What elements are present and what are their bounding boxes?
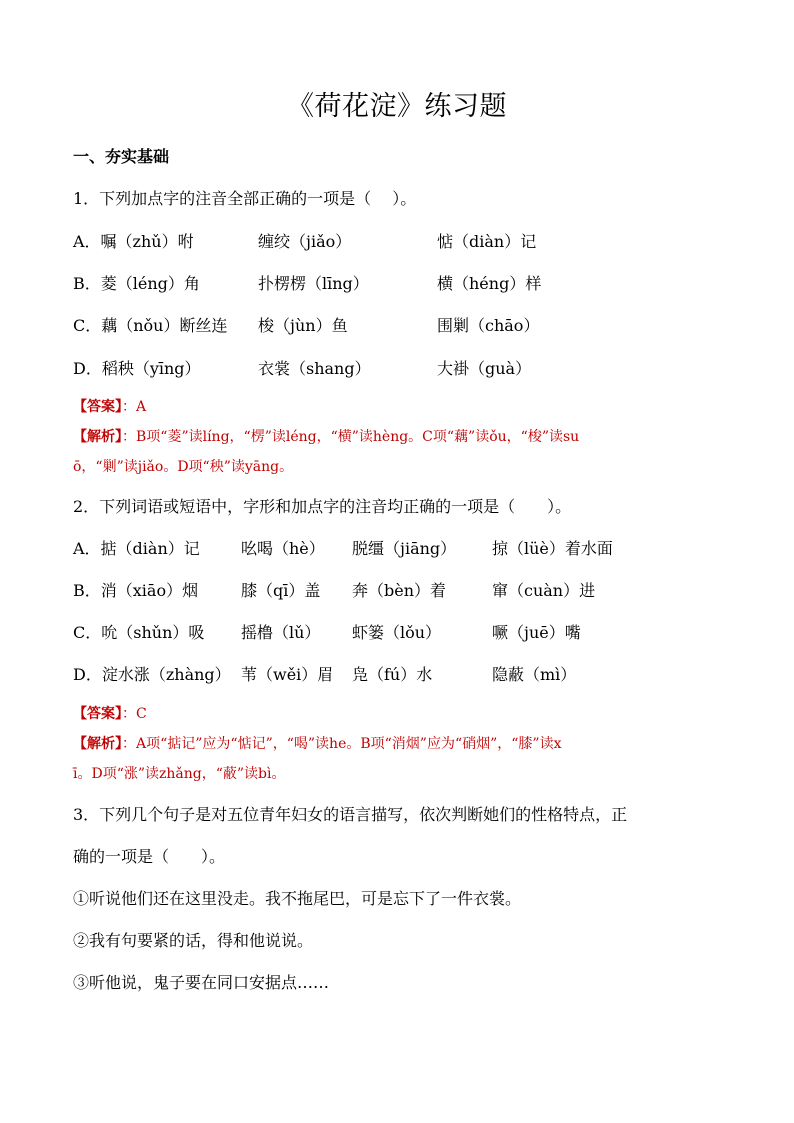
question-3-stem-line-2: 确的一项是（ ）。 xyxy=(73,847,226,866)
q1-option-a-2: 缠绞（jiǎo） xyxy=(258,232,352,251)
q1-option-c-2: 梭（jùn）鱼 xyxy=(258,316,348,335)
analysis-text: ：B项“菱”读líng，“楞”读léng，“横”读hèng。C项“藕”读ǒu，“梭”读su xyxy=(122,429,580,445)
q2-option-a-3: 脱缰（jiāng） xyxy=(352,539,457,558)
q2-option-a-1: A．掂（diàn）记 xyxy=(73,539,200,558)
q1-option-b-2: 扑楞楞（līng） xyxy=(258,274,369,293)
q2-option-b-1: B．消（xiāo）烟 xyxy=(73,581,199,600)
q2-analysis-line-2: ī。D项“涨”读zhǎng，“蔽”读bì。 xyxy=(73,766,286,782)
q3-item-1: ①听说他们还在这里没走。我不拖尾巴，可是忘下了一件衣裳。 xyxy=(73,889,522,908)
q1-option-d-2: 衣裳（shang） xyxy=(258,359,371,378)
q2-option-c-2: 摇橹（lǔ） xyxy=(241,623,321,642)
q2-option-d-4: 隐蔽（mì） xyxy=(492,665,577,684)
q1-option-c-1: C．藕（nǒu）断丝连 xyxy=(73,316,228,335)
answer-text: ：A xyxy=(122,399,147,415)
q2-option-b-2: 膝（qī）盖 xyxy=(241,581,321,600)
page-title: 《荷花淀》练习题 xyxy=(287,91,507,122)
q2-option-c-1: C．吮（shǔn）吸 xyxy=(73,623,205,642)
q2-analysis-line-1 xyxy=(73,733,561,753)
q2-option-d-3: 凫（fú）水 xyxy=(352,665,433,684)
q2-answer xyxy=(73,703,147,723)
q2-option-c-4: 噘（juē）嘴 xyxy=(492,623,581,642)
q1-answer xyxy=(73,396,146,416)
q2-option-c-3: 虾篓（lǒu） xyxy=(352,623,442,642)
q1-analysis-line-1 xyxy=(73,426,579,446)
q1-option-b-1: B．菱（léng）角 xyxy=(73,274,200,293)
section-heading: 一、夯实基础 xyxy=(73,147,170,166)
q1-option-d-3: 大褂（guà） xyxy=(437,359,532,378)
question-3-stem-line-1: 3．下列几个句子是对五位青年妇女的语言描写，依次判断她们的性格特点，正 xyxy=(73,805,628,824)
q2-option-a-4: 掠（lüè）着水面 xyxy=(492,539,613,558)
question-1-stem: 1．下列加点字的注音全部正确的一项是（ ）。 xyxy=(73,189,417,208)
q2-option-d-2: 苇（wěi）眉 xyxy=(241,665,334,684)
q2-option-d-1: D．淀水涨（zhàng） xyxy=(73,665,231,684)
q2-option-b-4: 窜（cuàn）进 xyxy=(492,581,596,600)
q2-option-a-2: 吆喝（hè） xyxy=(241,539,325,558)
q2-option-b-3: 奔（bèn）着 xyxy=(352,581,447,600)
answer-text: ：C xyxy=(122,706,147,722)
answer-label: 【答案】 xyxy=(73,706,122,722)
q1-option-c-3: 围剿（chāo） xyxy=(437,316,540,335)
q1-option-a-3: 惦（diàn）记 xyxy=(437,232,537,251)
q1-option-b-3: 横（héng）样 xyxy=(437,274,542,293)
q1-option-a-1: A．嘱（zhǔ）咐 xyxy=(73,232,194,251)
question-2-stem: 2．下列词语或短语中，字形和加点字的注音均正确的一项是（ ）。 xyxy=(73,497,572,516)
q3-item-3: ③听他说，鬼子要在同口安据点…… xyxy=(73,973,330,992)
q1-analysis-line-2: ō，“剿”读jiǎo。D项“秧”读yāng。 xyxy=(73,459,294,475)
analysis-label: 【解析】 xyxy=(73,429,122,445)
answer-label: 【答案】 xyxy=(73,399,122,415)
q1-option-d-1: D．稻秧（yīng） xyxy=(73,359,201,378)
analysis-label: 【解析】 xyxy=(73,736,122,752)
analysis-text: ：A项“掂记”应为“惦记”，“喝”读he。B项“消烟”应为“硝烟”，“膝”读x xyxy=(122,736,562,752)
q3-item-2: ②我有句要紧的话，得和他说说。 xyxy=(73,931,314,950)
